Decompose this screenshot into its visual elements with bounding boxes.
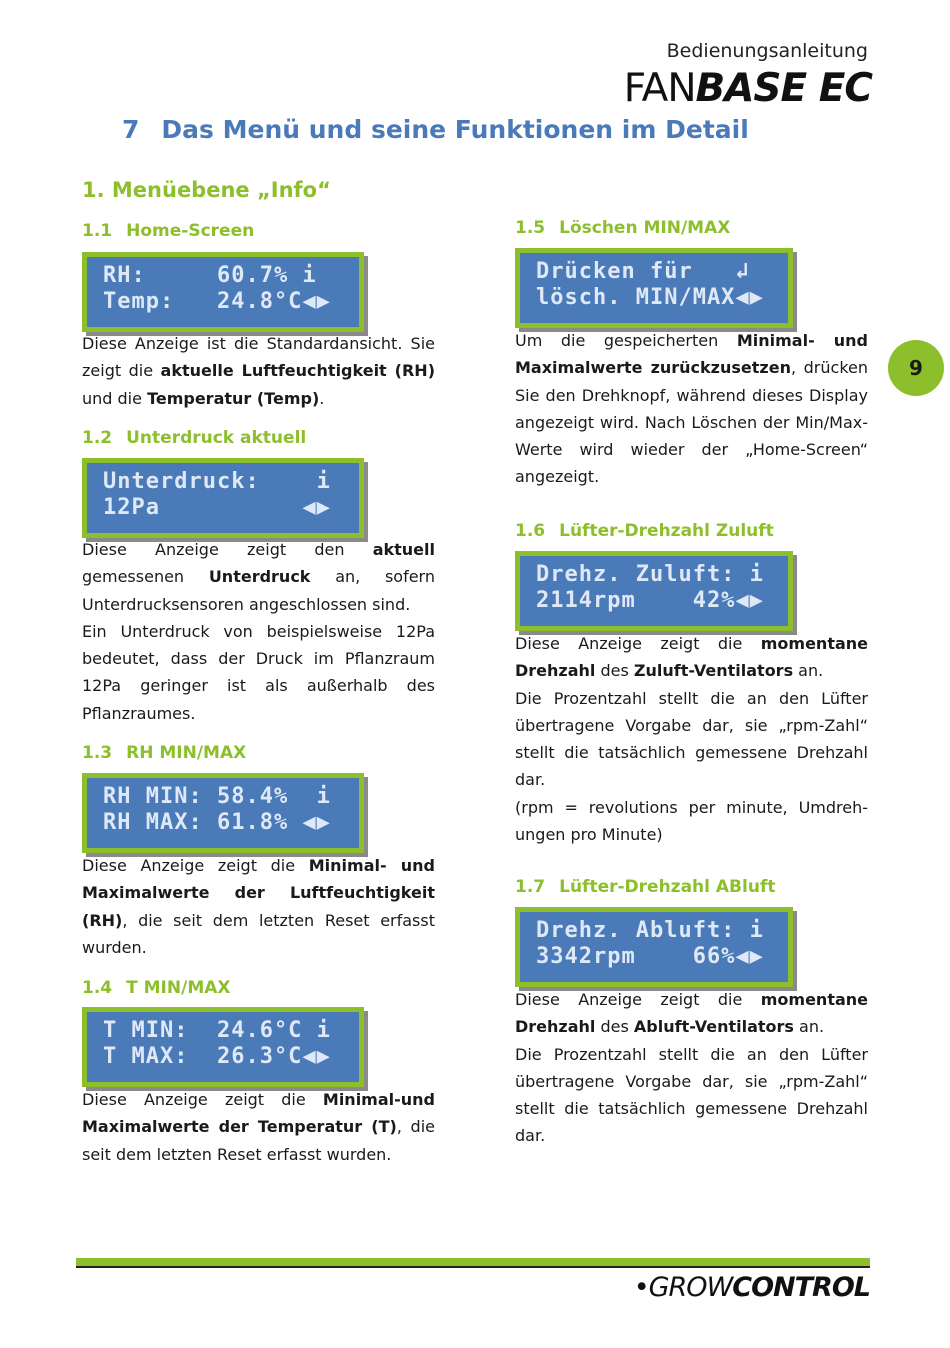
section-number: 1.1 [82, 221, 113, 241]
section-heading: Lüfter-Drehzahl Zuluft [559, 521, 774, 541]
lcd-display-reset-minmax [515, 248, 793, 328]
paragraph: (rpm = revolutions per minute, Umdreh-ungen pro Minute) [515, 797, 868, 845]
product-logo-light: FAN [623, 66, 696, 111]
section-text-1-2 [82, 536, 435, 727]
lcd-line-1: T MIN: 24.6°C i [103, 1018, 331, 1043]
section-title-1-4 [82, 978, 231, 998]
section-title-1-7 [515, 877, 775, 897]
text: Diese Anzeige zeigt die [515, 634, 761, 653]
chapter-number: 7 [122, 115, 140, 144]
document-label: Bedienungsanleitung [666, 40, 868, 62]
company-logo [634, 1272, 870, 1303]
section-title-1-1 [82, 221, 254, 241]
text: gemessenen [82, 567, 209, 587]
lcd-line-2: 2114rpm 42%◀▶ [536, 588, 764, 613]
text: Diese Anzeige zeigt die [82, 1090, 323, 1109]
section-heading: Lüfter-Drehzahl ABluft [559, 877, 776, 897]
text-bold: momentane Drehzahl [515, 634, 868, 681]
section-text-1-1 [82, 330, 435, 412]
text: , die seit dem letzten Reset erfasst wurden. [82, 1117, 435, 1164]
footer-divider-dark [76, 1266, 870, 1268]
text-bold: Minimal-und Maximalwerte der Temperatur (T) [82, 1090, 435, 1137]
section-text-1-5 [515, 327, 868, 491]
section-title-1-3 [82, 743, 246, 763]
text-bold: aktuelle Luftfeuchtigkeit (RH) [160, 361, 435, 381]
text: Diese Anzeige zeigt die [82, 856, 309, 875]
lcd-display-fan-exhaust [515, 907, 793, 987]
chapter-title [122, 115, 749, 144]
text: und die [82, 388, 148, 408]
text-bold: aktuell [372, 540, 435, 559]
text: Diese Anzeige zeigt den [82, 540, 373, 559]
section-title-1-5 [515, 218, 730, 238]
text-bold: Unterdruck [208, 567, 311, 587]
lcd-line-1: Drehz. Abluft: i [536, 918, 764, 943]
lcd-display-pressure [82, 458, 364, 538]
chapter-heading: Das Menü und seine Funktionen im Detail [161, 115, 749, 144]
text: des [595, 1017, 634, 1037]
section-heading: Unterdruck aktuell [126, 428, 307, 448]
text: Diese Anzeige zeigt die [515, 990, 761, 1009]
lcd-display-rh-minmax [82, 773, 364, 853]
section-number: 1.7 [515, 877, 546, 897]
lcd-line-1: RH: 60.7% i [103, 263, 317, 288]
text: , drücken Sie den Drehknopf, während dieses Display angezeigt wird. Nach Löschen der Min/Max-Werte wird wieder der „Home-Screen“ angezeigt. [515, 358, 868, 487]
paragraph: Ein Unterdruck von beispielsweise 12Pa bedeutet, dass der Druck im Pflanzraum 12Pa geringer ist als außerhalb des Pflanzraumes. [82, 621, 435, 723]
text: an. [793, 661, 824, 681]
lcd-line-1: Drehz. Zuluft: i [536, 562, 764, 587]
section-text-1-7 [515, 986, 868, 1150]
text: Um die gespeicherten [515, 331, 737, 350]
lcd-line-2: 12Pa ◀▶ [103, 495, 331, 520]
lcd-line-2: RH MAX: 61.8% ◀▶ [103, 810, 331, 835]
lcd-line-1: Drücken für ↲ [536, 259, 750, 284]
text: . [319, 388, 325, 408]
section-number: 1.3 [82, 743, 113, 763]
text: , die seit dem letzten Reset erfasst wurden. [82, 910, 435, 957]
lcd-line-2: lösch. MIN/MAX◀▶ [536, 285, 764, 310]
section-heading: Löschen MIN/MAX [559, 218, 731, 238]
section-heading: T MIN/MAX [126, 978, 231, 998]
section-text-1-4 [82, 1086, 435, 1168]
text-bold: Minimal- und Maximalwerte der Luftfeuchtigkeit (RH) [82, 856, 435, 930]
paragraph: Die Prozentzahl stellt die an den Lüfter übertragene Vorgabe dar, sie „rpm-Zahl“ stellt die tatsächlich gemessene Drehzahl dar. [515, 688, 868, 790]
lcd-display-home-screen [82, 252, 364, 332]
page-number-badge: 9 [888, 340, 944, 396]
product-logo [624, 66, 872, 111]
lcd-display-fan-supply [515, 551, 793, 631]
section-number: 1.2 [82, 428, 113, 448]
text-bold: Minimal- und Maximalwerte zurückzusetzen [515, 331, 868, 378]
lcd-display-t-minmax [82, 1007, 364, 1087]
section-number: 1.6 [515, 521, 546, 541]
lcd-line-1: RH MIN: 58.4% i [103, 784, 331, 809]
section-number: 1.4 [82, 978, 113, 998]
section-text-1-6 [515, 630, 868, 848]
lcd-line-1: Unterdruck: i [103, 469, 331, 494]
lcd-line-2: Temp: 24.8°C◀▶ [103, 289, 331, 314]
company-logo-light: •GROW [633, 1272, 733, 1303]
paragraph: Die Prozentzahl stellt die an den Lüfter übertragene Vorgabe dar, sie „rpm-Zahl“ stellt die tatsächlich gemessene Drehzahl dar. [515, 1044, 868, 1146]
lcd-line-2: T MAX: 26.3°C◀▶ [103, 1044, 331, 1069]
text-bold: Temperatur (Temp) [147, 388, 320, 408]
text: Diese Anzeige ist die Standardansicht. Sie zeigt die [82, 334, 435, 381]
text-bold: momentane Drehzahl [515, 990, 868, 1037]
section-number: 1.5 [515, 218, 546, 238]
lcd-line-2: 3342rpm 66%◀▶ [536, 944, 764, 969]
text-bold: Zuluft-Ventilators [633, 661, 794, 681]
section-text-1-3 [82, 852, 435, 961]
section-heading: Home-Screen [126, 221, 255, 241]
text: des [595, 661, 634, 681]
text: an, sofern Unterdrucksensoren angeschlossen sind. [82, 567, 435, 614]
text-bold: Abluft-Ventilators [633, 1017, 794, 1037]
section-title-1-2 [82, 428, 306, 448]
section-title-1-6 [515, 521, 774, 541]
text: an. [793, 1017, 825, 1037]
section-heading: RH MIN/MAX [126, 743, 247, 763]
company-logo-bold: CONTROL [732, 1272, 870, 1303]
menu-level-heading: 1. Menüebene „Info“ [82, 178, 331, 202]
product-logo-bold: BASE EC [695, 66, 872, 111]
